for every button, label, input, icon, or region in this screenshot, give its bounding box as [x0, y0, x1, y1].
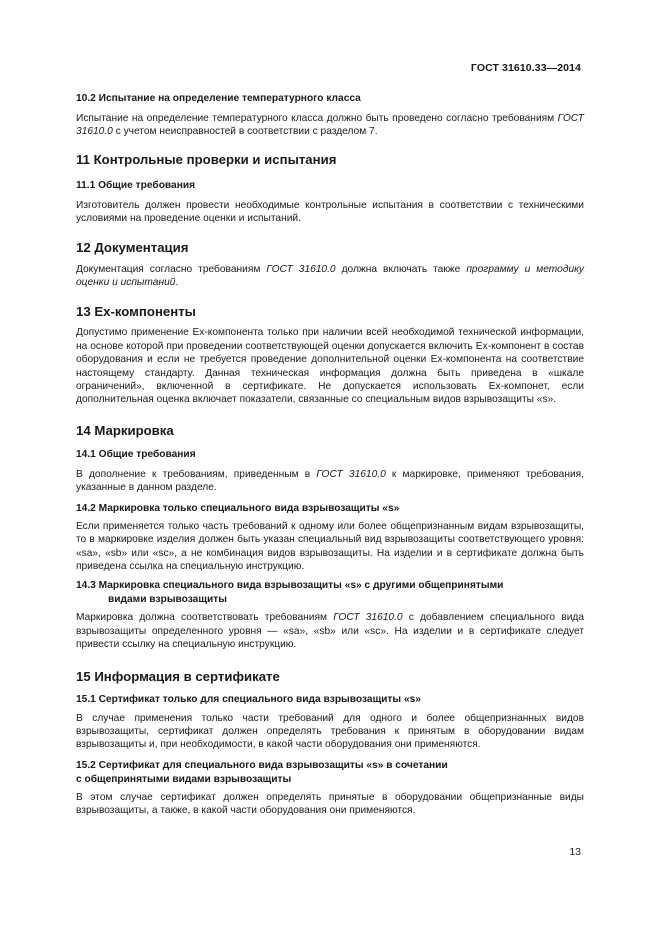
section-14-1: [76, 448, 584, 495]
section-14-3-text-part1: Маркировка должна соответствовать требованиям: [76, 612, 334, 624]
section-14-1-text-part2: к маркировке, применяют требования, указанные в данном разделе.: [76, 468, 584, 494]
section-10-2-ref: ГОСТ 31610.0: [76, 113, 584, 138]
section-14-3-heading-line2: видами взрывозащиты: [108, 594, 227, 606]
section-15-2-heading-line1: 15.2 Сертификат для специального вида взрывозащиты «s» в сочетании: [76, 759, 448, 771]
page-content: [76, 92, 584, 818]
section-10-2-text-part2: с учетом неисправностей в соответствии с разделом 7.: [112, 126, 378, 138]
section-12-text-part2: должна включать также: [335, 263, 467, 275]
section-14-2: [76, 502, 584, 574]
section-15-2-heading-line2: с общепринятыми видами взрывозащиты: [76, 773, 292, 785]
section-15-1-heading: 15.1 Сертификат только для специального вида взрывозащиты «s»: [76, 693, 421, 705]
section-14-1-ref: ГОСТ 31610.0: [316, 468, 386, 480]
section-15-heading: 15 Информация в сертификате: [76, 668, 280, 684]
section-11-1-heading: 11.1 Общие требования: [76, 179, 196, 191]
section-10-2: [76, 92, 584, 139]
section-12-text-part1: Документация согласно требованиям: [76, 263, 267, 275]
section-14-3-ref: ГОСТ 31610.0: [333, 612, 403, 624]
section-13-text: Допустимо применение Ex-компонента только при наличии всей необходимой технической информации, на основе которой при проведении соответствующей оценки допускается включить Ex-компонент в состав оборудования и если не требуется проведение дополнительной оценки Ex-компонента на соответствие настоящему стандарту. Данная техническая информация должна быть приведена в «шкале ограничений», включенной в сертификате. Не допускается использовать Ex-компонет, если дополнительная оценка включает показатели, связанные со специальным видов взрывозащиты «s».: [76, 327, 584, 406]
section-10-2-text-part1: Испытание на определение температурного класса должно быть проведено согласно требованиям: [76, 113, 558, 124]
section-14-2-text: Если применяется только часть требований к одному или более общепризнанным видам взрывозащиты, то в маркировке изделия должен быть указан специальный вид взрывозащиты соответствующего уровня: «sa», «sb» или «sc», а не комбинация видов взрывозащиты. На изделии и в сертификате должна быть приведена ссылка на специальную инструкцию.: [76, 520, 584, 572]
document-code-header: ГОСТ 31610.33—2014: [470, 62, 581, 74]
section-12-heading: 12 Документация: [76, 239, 189, 255]
section-15-1-text: В случае применения только части требований для одного и более общепризнанных видов взрывозащиты, сертификат должен определять требования к принятым в оборудовании видам взрывозащиты и, при необходимости, в какой части оборудования они применяются.: [76, 712, 584, 751]
section-10-2-text: [76, 112, 584, 139]
section-11-1: [76, 179, 584, 226]
section-10-2-heading: 10.2 Испытание на определение температурного класса: [76, 93, 361, 104]
section-12-emphasis: программу и методику оценки и испытаний: [76, 263, 585, 289]
section-12-text: [76, 263, 584, 290]
section-14-heading: 14 Маркировка: [76, 422, 174, 438]
section-14-3-text-part2: с добавлением специального вида взрывозащиты определенного уровня — «sa», «sb» или «sc». На изделии и в сертификате следует привести ссылку на специальную инструкцию.: [76, 612, 584, 651]
page-number: 13: [569, 846, 581, 858]
section-15-2: [76, 759, 584, 818]
section-14-3: [76, 579, 584, 651]
section-12-ref: ГОСТ 31610.0: [266, 263, 336, 275]
section-14-1-heading: 14.1 Общие требования: [76, 448, 196, 460]
section-11-1-text: Изготовитель должен провести необходимые контрольные испытания в соответствии с техническими условиями на проведение оценки и испытаний.: [76, 199, 584, 225]
section-13-heading: 13 Ex-компоненты: [76, 304, 196, 320]
section-15-2-text: В этом случае сертификат должен определять принятые в оборудовании общепризнанные виды взрывозащиты, а также, в какой части оборудования они применяются.: [76, 791, 584, 817]
section-14-3-heading-line1: 14.3 Маркировка специального вида взрывозащиты «s» с другими общепринятыми: [76, 580, 504, 592]
section-12-text-part3: .: [175, 277, 179, 289]
section-14-2-heading: 14.2 Маркировка только специального вида взрывозащиты «s»: [76, 502, 400, 514]
section-14-1-text-part1: В дополнение к требованиям, приведенным в: [76, 468, 317, 480]
section-14-1-text: [76, 468, 584, 495]
section-14-3-text: [76, 611, 584, 651]
section-15-1: [76, 693, 584, 752]
section-11-heading: 11 Контрольные проверки и испытания: [76, 151, 337, 167]
